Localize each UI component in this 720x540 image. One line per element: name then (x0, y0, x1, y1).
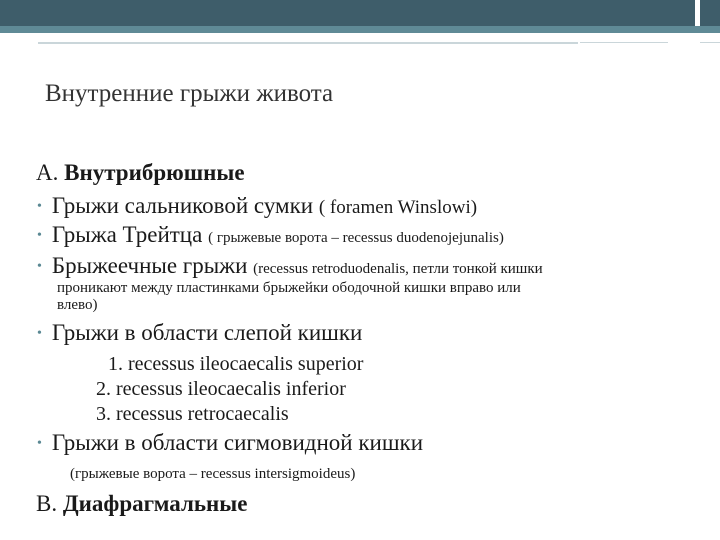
bullet-icon: • (37, 259, 42, 274)
item-note-continuation: влево) (57, 297, 98, 313)
item-note: ( грыжевые ворота – recessus duodenojejunalis) (208, 230, 504, 246)
bullet-icon: • (37, 326, 42, 341)
item-main: Грыжи в области сигмовидной кишки (51, 430, 424, 455)
list-item (37, 430, 423, 456)
section-a-label: Внутрибрюшные (64, 160, 245, 185)
item-note: (recessus retroduodenalis, петли тонкой кишки (253, 261, 543, 277)
recessus-item: 2. recessus ileocaecalis inferior (96, 378, 346, 400)
recessus-item: 3. recessus retrocaecalis (96, 403, 289, 425)
top-bar-dark (0, 0, 695, 26)
thin-divider (700, 42, 720, 43)
bullet-icon: • (37, 199, 42, 214)
top-bar-right (700, 0, 720, 26)
item-main: Грыжи в области слепой кишки (51, 320, 363, 345)
section-b-label: Диафрагмальные (62, 491, 248, 516)
item-note: ( foramen Winslowi) (318, 197, 478, 218)
item-main: Грыжа Трейтца (51, 222, 209, 247)
list-item (37, 193, 477, 219)
thin-divider (38, 42, 578, 44)
bullet-icon: • (37, 436, 42, 451)
slide-title: Внутренние грыжи живота (45, 80, 334, 107)
recessus-item: 1. recessus ileocaecalis superior (108, 353, 364, 375)
item-main: Брыжеечные грыжи (51, 253, 254, 278)
item-main: Грыжи сальниковой сумки (51, 193, 319, 218)
bullet-icon: • (37, 228, 42, 243)
section-a-prefix: А. (36, 160, 65, 185)
section-b-heading (36, 491, 247, 517)
list-item (37, 222, 504, 248)
list-item (37, 253, 543, 279)
section-b-prefix: В. (36, 491, 63, 516)
section-a-heading (36, 160, 245, 186)
item-note: (грыжевые ворота – recessus intersigmoideus) (70, 466, 356, 482)
teal-divider (0, 26, 720, 33)
list-item (37, 320, 362, 346)
item-note-continuation: проникают между пластинками брыжейки ободочной кишки вправо или (57, 280, 521, 296)
thin-divider (580, 42, 668, 43)
